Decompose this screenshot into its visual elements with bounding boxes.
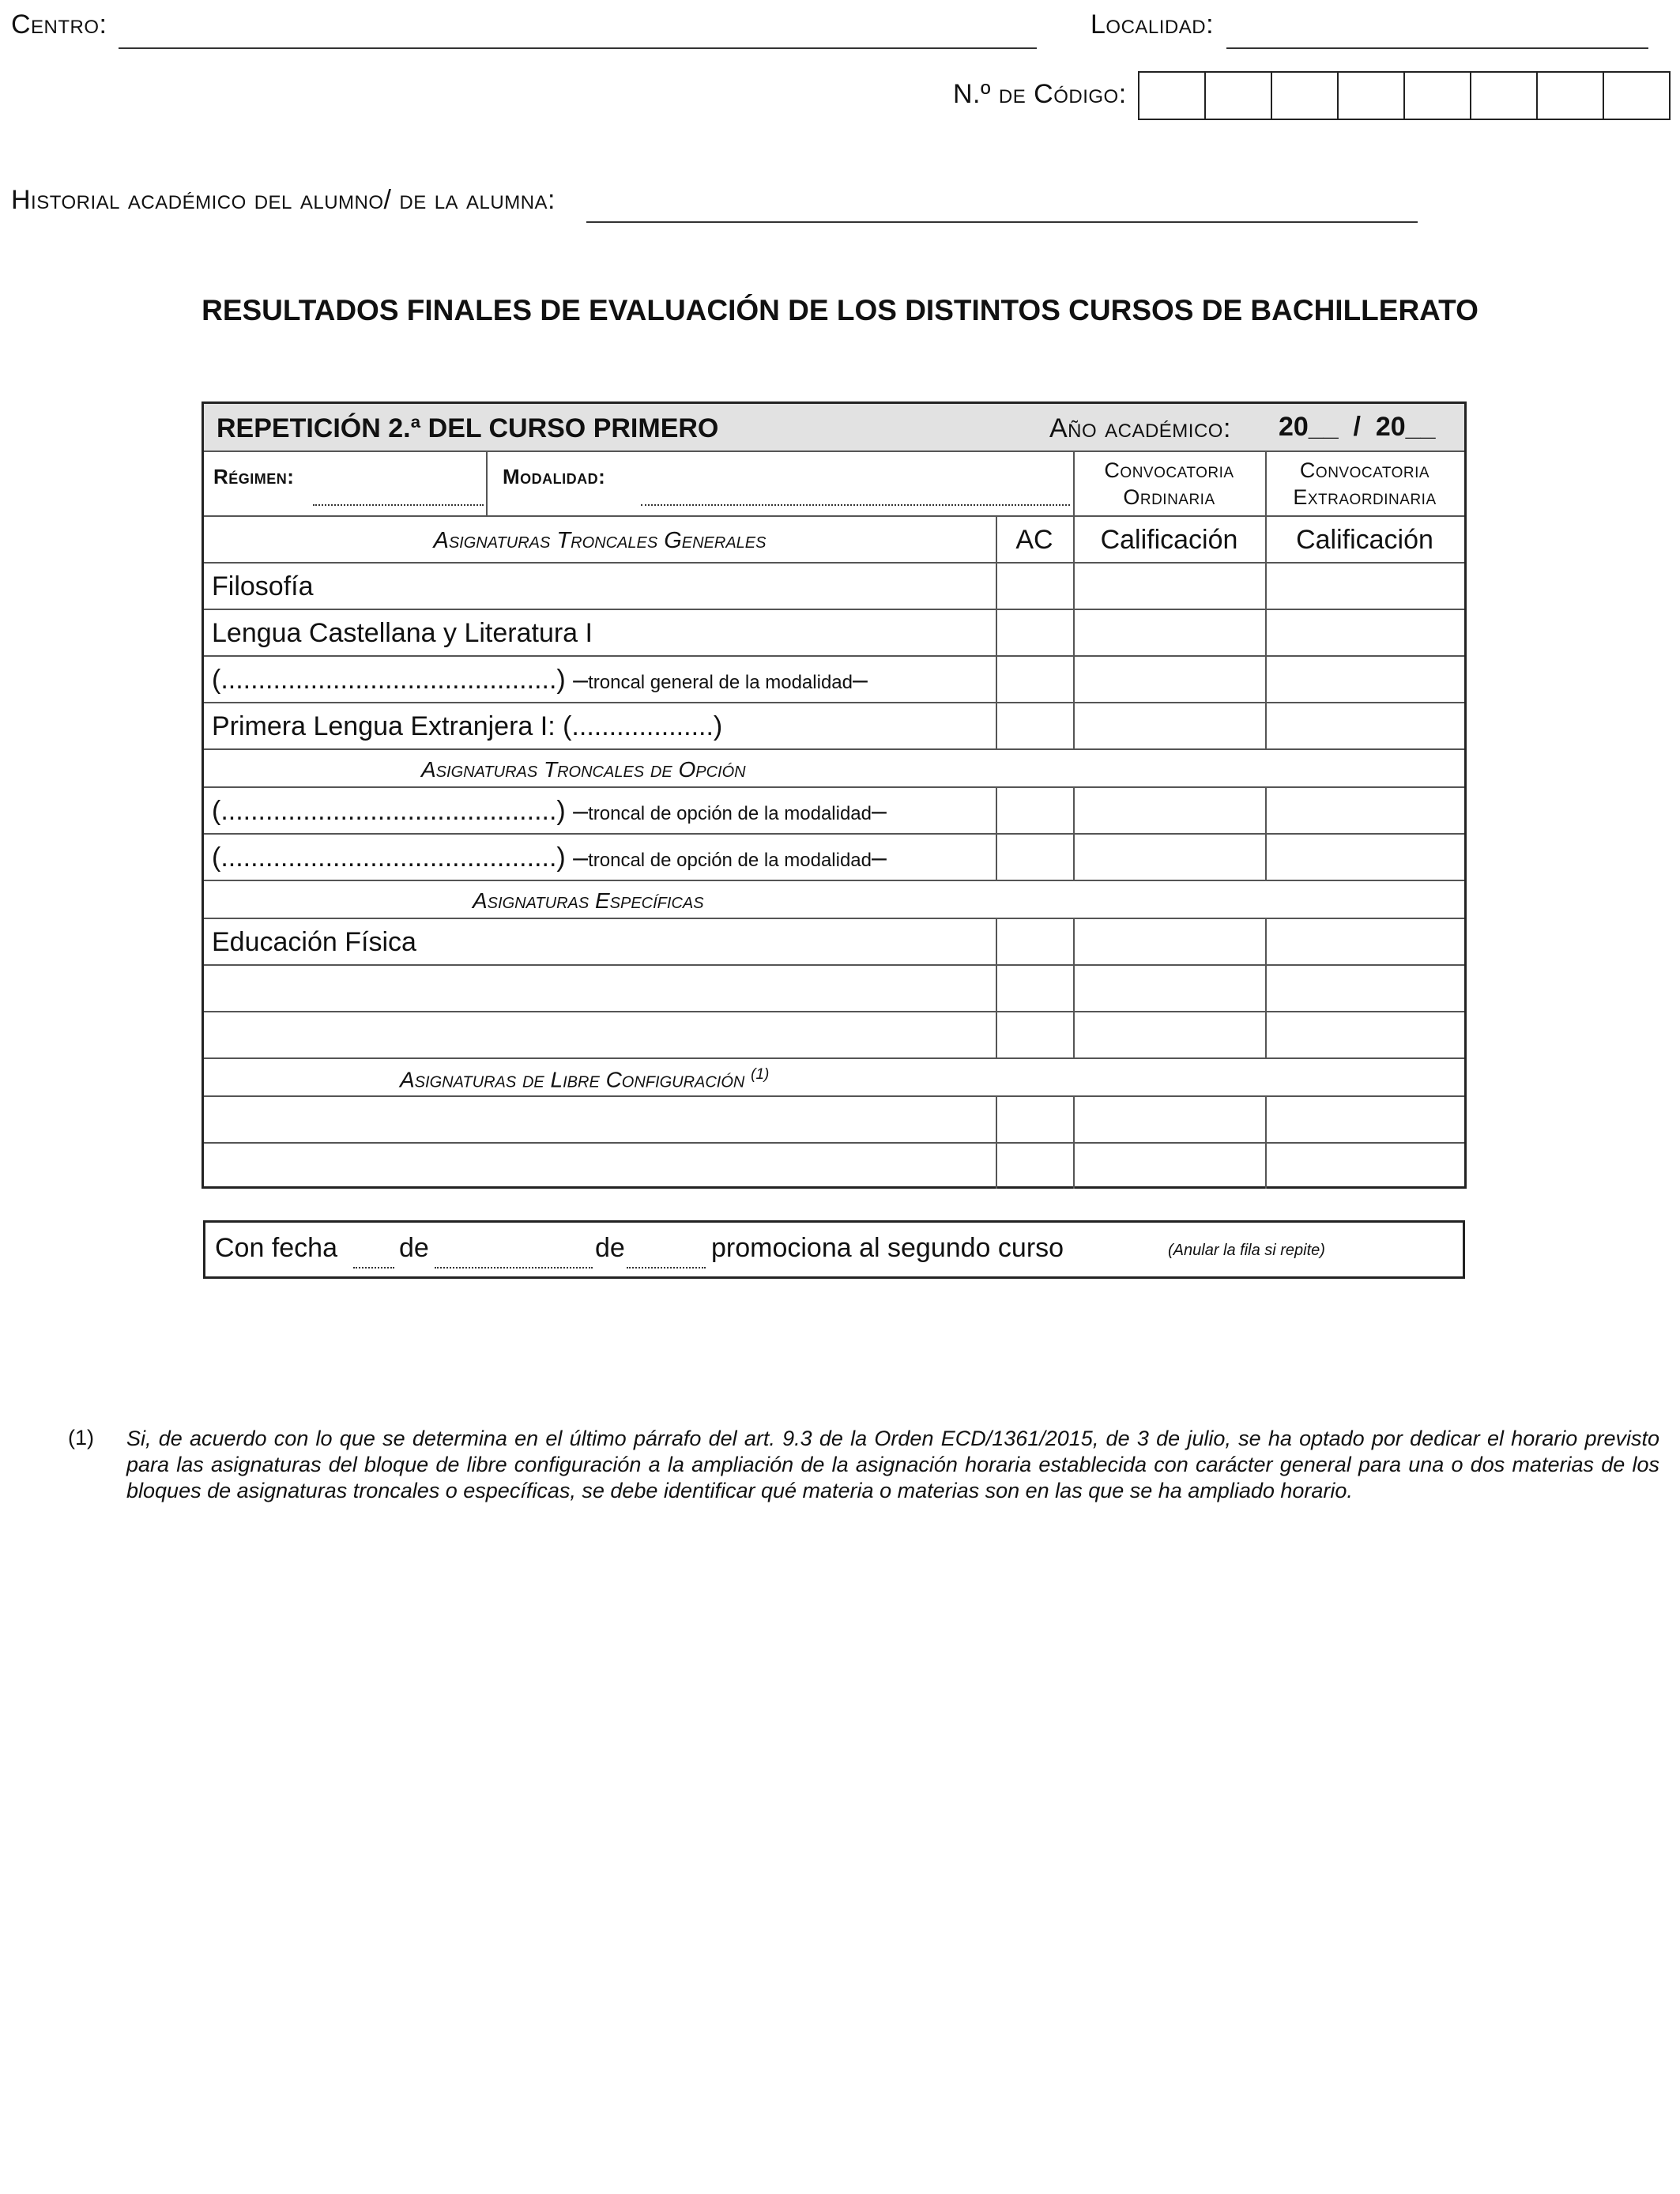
- column-header-row: [204, 517, 1464, 564]
- page-title: RESULTADOS FINALES DE EVALUACIÓN DE LOS DISTINTOS CURSOS DE BACHILLERATO: [202, 294, 1478, 326]
- opcion1-blank[interactable]: (.............................................): [212, 796, 566, 826]
- conv-extraordinaria-line1: Convocatoria: [1299, 458, 1430, 482]
- promo-month-field[interactable]: [435, 1267, 593, 1269]
- codigo-label: N.º de Código:: [953, 79, 1127, 109]
- promo-year-field[interactable]: [627, 1267, 706, 1269]
- codigo-box[interactable]: [1604, 73, 1669, 119]
- table-row-blank[interactable]: [204, 1097, 1464, 1144]
- section-row: [204, 750, 1464, 788]
- table-heading: REPETICIÓN 2.ª DEL CURSO PRIMERO: [217, 413, 719, 443]
- promo-text: promociona al segundo curso: [711, 1233, 1064, 1263]
- troncal-general-note: troncal general de la modalidad: [588, 672, 853, 693]
- subject-lengua: Lengua Castellana y Literatura I: [212, 618, 593, 648]
- subject-educacion-fisica: Educación Física: [212, 927, 416, 957]
- modalidad-field[interactable]: [641, 504, 1070, 506]
- promo-day-field[interactable]: [353, 1267, 394, 1269]
- codigo-box[interactable]: [1538, 73, 1604, 119]
- table-row: [204, 703, 1464, 750]
- historial-label: Historial académico del alumno/ de la alumna:: [11, 185, 556, 215]
- section-libre-configuracion: [400, 1066, 769, 1092]
- regimen-label: Régimen:: [213, 465, 295, 488]
- centro-field[interactable]: [119, 47, 1037, 49]
- promo-anular-note: (Anular la fila si repite): [1168, 1242, 1325, 1259]
- codigo-boxes[interactable]: [1138, 71, 1671, 120]
- localidad-label: Localidad:: [1090, 9, 1215, 40]
- codigo-box[interactable]: [1272, 73, 1339, 119]
- table-row: [204, 610, 1464, 657]
- table-row: [204, 835, 1464, 881]
- footnote-text: Si, de acuerdo con lo que se determina en el último párrafo del art. 9.3 de la Orden ECD/1361/2015, de 3 de julio, se ha optado por dedicar el horario previsto para las asignaturas del bloque de libre configuración a la ampliación de la asignación horaria establecida con carácter general para una o dos materias de los bloques de asignaturas troncales o específicas, se debe identificar qué materia o materias son en las que se ha ampliado horario.: [126, 1427, 1659, 1502]
- col-calificacion-ordinaria: Calificación: [1100, 525, 1238, 555]
- section-libre-footnote-ref: (1): [751, 1066, 770, 1083]
- codigo-box[interactable]: [1339, 73, 1405, 119]
- codigo-box[interactable]: [1139, 73, 1206, 119]
- table-heading-row: [204, 404, 1464, 452]
- col-calificacion-extraordinaria: Calificación: [1296, 525, 1433, 555]
- troncal-general-blank[interactable]: (.............................................): [212, 665, 566, 695]
- historial-field[interactable]: [586, 221, 1418, 223]
- subject-filosofia: Filosofía: [212, 571, 314, 601]
- table-row-blank[interactable]: [204, 966, 1464, 1012]
- anio-value[interactable]: 20__ / 20__: [1279, 412, 1436, 442]
- subject-primera-lengua: Primera Lengua Extranjera I: (...................): [212, 711, 723, 741]
- section-troncales-opcion: Asignaturas Troncales de Opción: [421, 757, 746, 782]
- conv-extraordinaria-label: [1265, 457, 1464, 511]
- opcion1-note: troncal de opción de la modalidad: [588, 803, 872, 824]
- promo-de-1: de: [399, 1233, 429, 1263]
- section-row: [204, 1059, 1464, 1097]
- results-table: [202, 401, 1467, 1189]
- subject-troncal-general[interactable]: (.............................................) –troncal general de la modalidad–: [212, 665, 868, 695]
- table-row-blank[interactable]: [204, 1012, 1464, 1059]
- col-ac-header: AC: [1015, 525, 1053, 555]
- table-row: [204, 564, 1464, 610]
- regimen-row: [204, 452, 1464, 517]
- subject-opcion-2[interactable]: (.............................................) –troncal de opción de la modalidad–: [212, 843, 887, 873]
- promo-de-2: de: [595, 1233, 625, 1263]
- localidad-field[interactable]: [1226, 47, 1648, 49]
- regimen-field[interactable]: [313, 504, 484, 506]
- codigo-box[interactable]: [1471, 73, 1538, 119]
- modalidad-label: Modalidad:: [503, 465, 606, 488]
- table-row-blank[interactable]: [204, 1144, 1464, 1189]
- conv-ordinaria-label: [1073, 457, 1265, 511]
- section-row: [204, 881, 1464, 919]
- opcion2-blank[interactable]: (.............................................): [212, 843, 566, 873]
- conv-extraordinaria-line2: Extraordinaria: [1293, 485, 1437, 509]
- footnote-number: (1): [68, 1426, 94, 1449]
- table-row: [204, 788, 1464, 835]
- promo-con-fecha: Con fecha: [215, 1233, 337, 1263]
- section-especificas: Asignaturas Específicas: [473, 888, 704, 913]
- table-row: [204, 919, 1464, 966]
- section-libre-label: Asignaturas de Libre Configuración: [400, 1067, 745, 1092]
- codigo-box[interactable]: [1206, 73, 1272, 119]
- anio-label: Año académico:: [1049, 413, 1231, 443]
- conv-ordinaria-line1: Convocatoria: [1104, 458, 1234, 482]
- promotion-box: [203, 1220, 1465, 1279]
- table-row: [204, 657, 1464, 703]
- conv-ordinaria-line2: Ordinaria: [1123, 485, 1215, 509]
- opcion2-note: troncal de opción de la modalidad: [588, 850, 872, 871]
- centro-label: Centro:: [11, 9, 107, 40]
- codigo-box[interactable]: [1405, 73, 1471, 119]
- section-troncales-generales: Asignaturas Troncales Generales: [433, 528, 767, 553]
- subject-opcion-1[interactable]: (.............................................) –troncal de opción de la modalidad–: [212, 796, 887, 826]
